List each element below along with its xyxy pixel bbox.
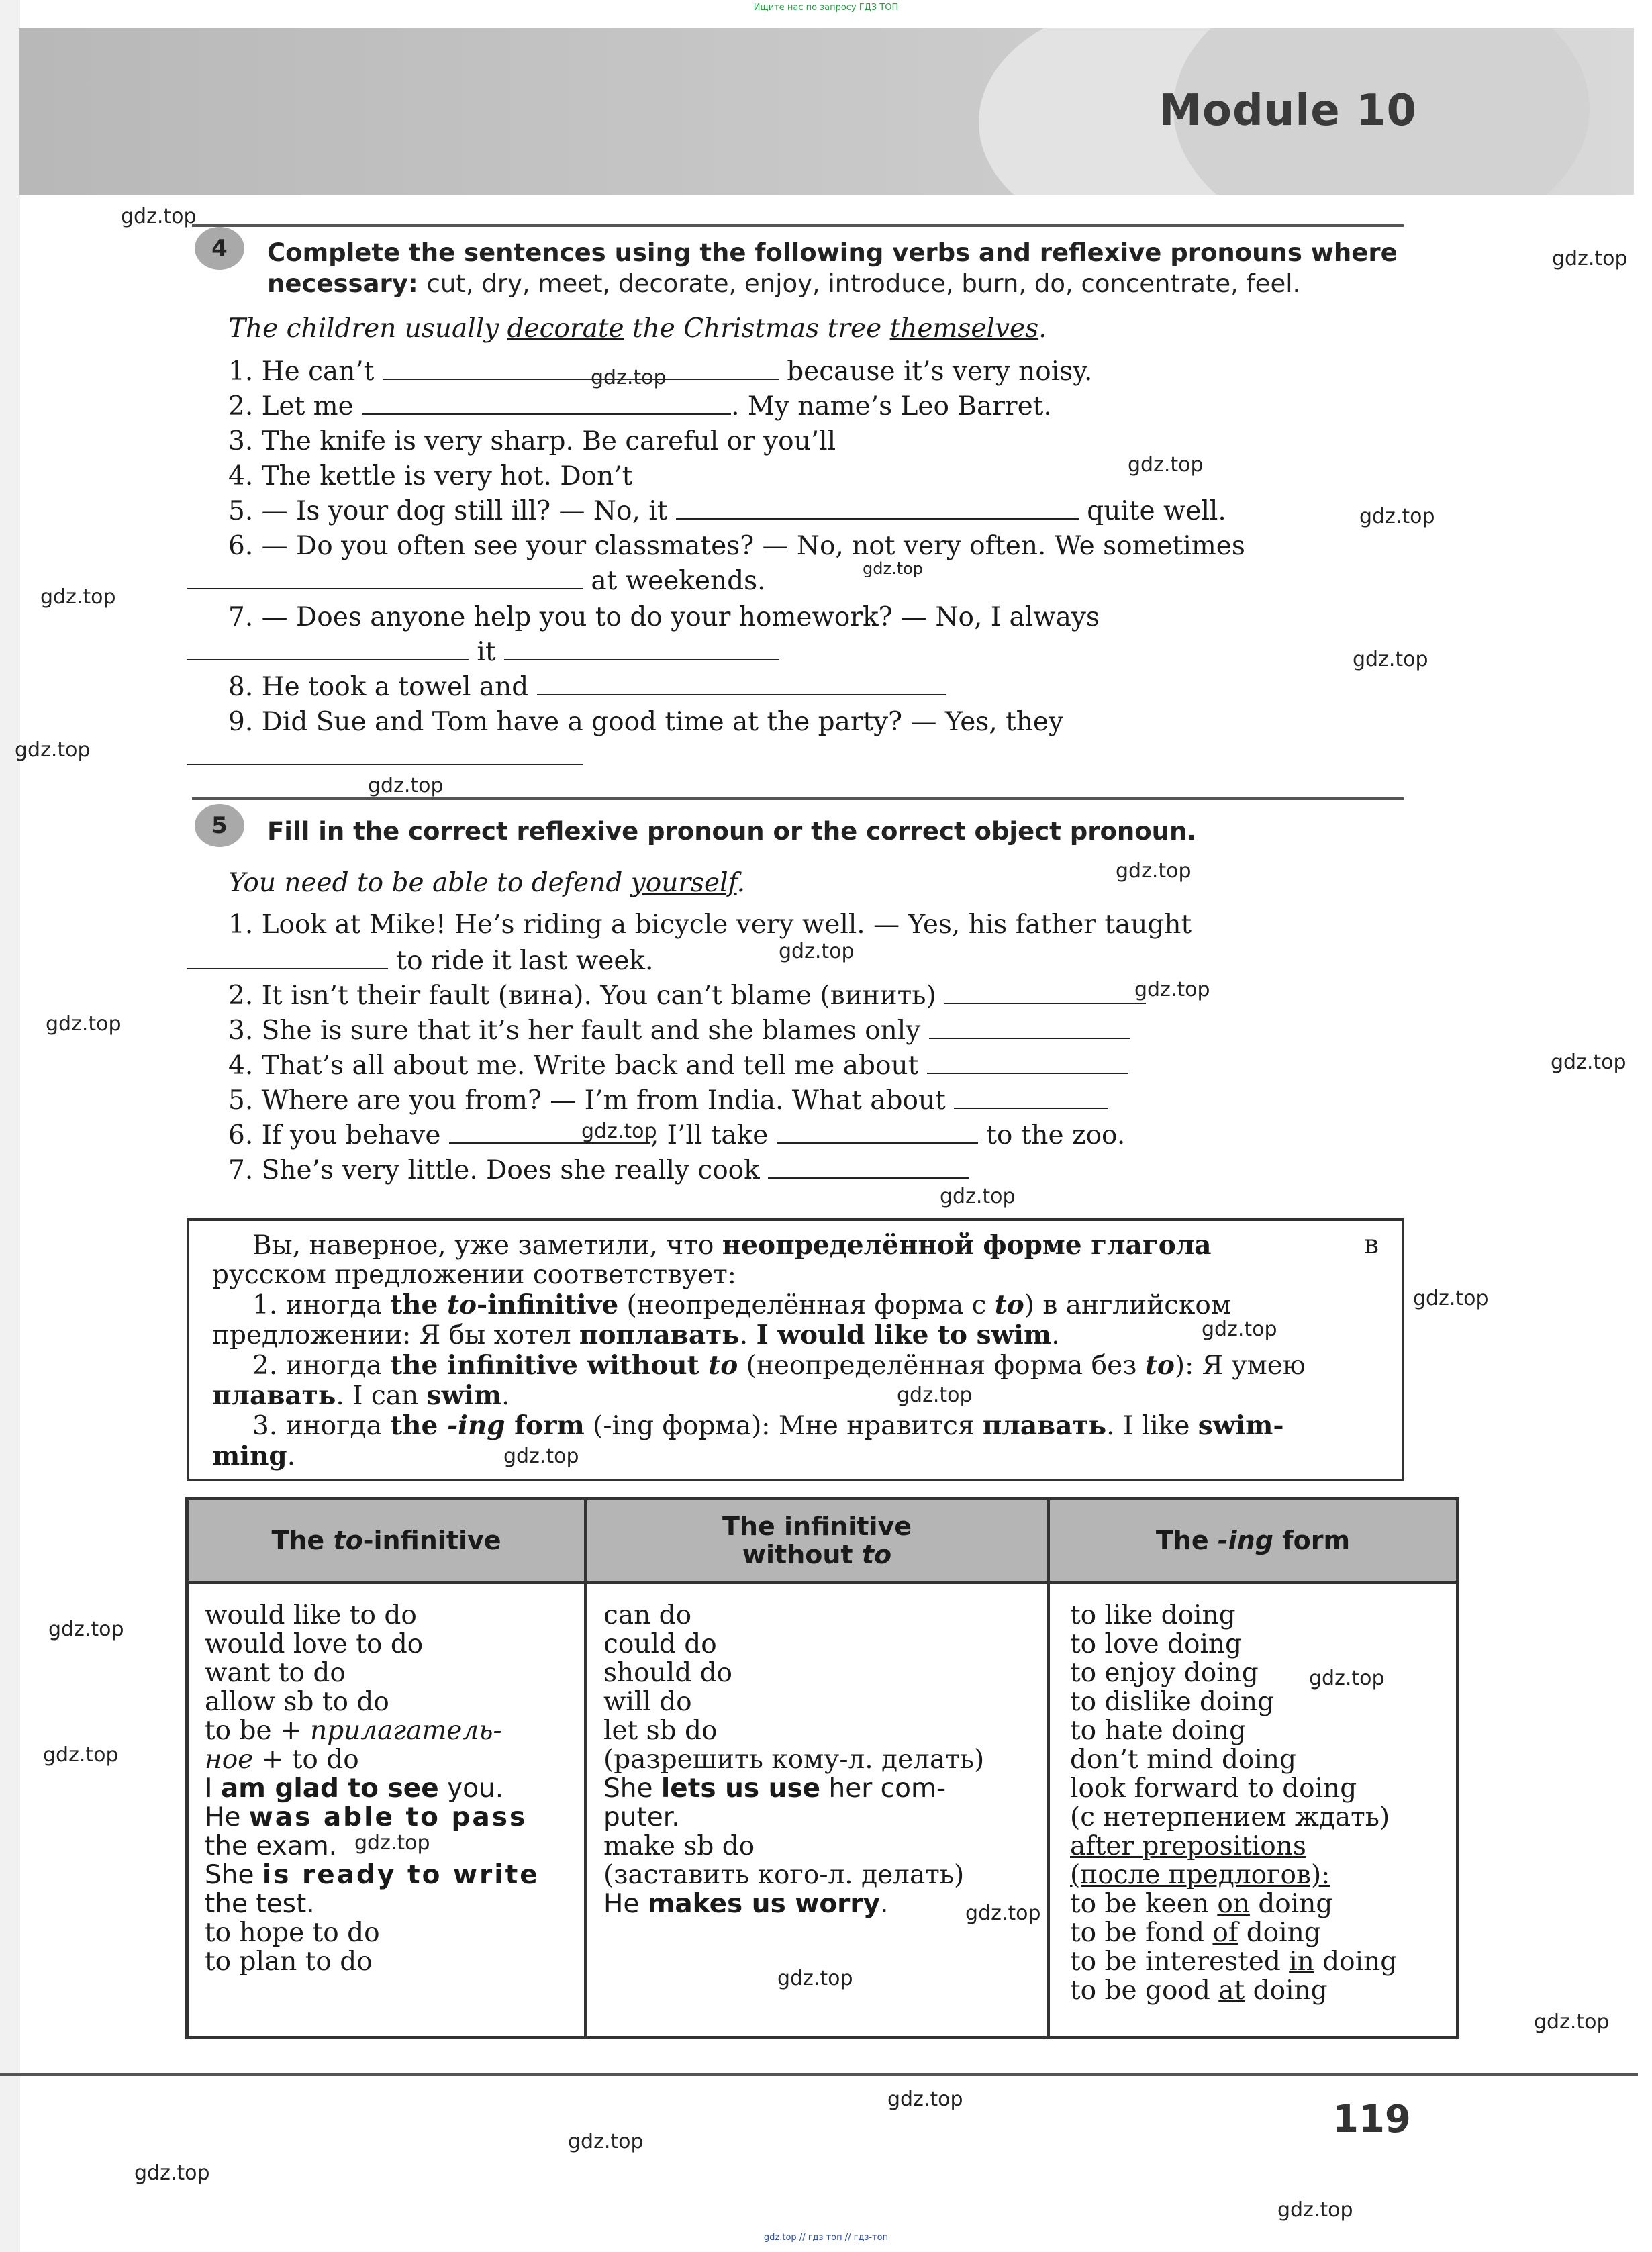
example-pronoun: themselves xyxy=(889,313,1039,344)
watermark: gdz.top xyxy=(121,205,197,228)
rule-text: 1. иногда xyxy=(252,1290,391,1320)
exercise-4-item-3 xyxy=(228,424,836,459)
example-text: You need to be able to defend xyxy=(228,868,631,898)
rule-text-bold: плавать xyxy=(982,1410,1107,1441)
rule-text: (-ing форма): Мне нравится xyxy=(584,1411,983,1441)
rule-text-bold: неопределённой форме глагола xyxy=(722,1230,1212,1261)
rule-text-bold: the xyxy=(390,1410,447,1441)
exercise-4-item-9-cont xyxy=(187,740,583,775)
entry-text: her com- xyxy=(820,1773,946,1804)
item-text: 3. She is sure that it’s her fault and she blames only xyxy=(228,1016,921,1046)
item-text: . My name’s Leo Barret. xyxy=(731,391,1052,422)
rule-text: ) в английском xyxy=(1024,1290,1232,1320)
table-example xyxy=(205,1774,584,1803)
table-entry: look forward to doing xyxy=(1070,1773,1357,1804)
exercise-5-item-4 xyxy=(228,1048,1128,1083)
item-text: 5. Where are you from? — I’m from India. What about xyxy=(228,1085,946,1116)
table-entry: to hate doing xyxy=(1070,1716,1247,1746)
table-entry: will do xyxy=(603,1687,692,1717)
answer-blank[interactable] xyxy=(944,980,1146,1004)
table-entry: (с нетерпением ждать) xyxy=(1070,1802,1390,1832)
watermark: gdz.top xyxy=(940,1185,1016,1208)
exercise-5-item-6 xyxy=(228,1118,1125,1153)
exercise-4-example xyxy=(228,311,1047,346)
watermark: gdz.top xyxy=(134,2161,210,2185)
entry-text: is ready to write xyxy=(262,1860,540,1890)
rule-text: . xyxy=(739,1320,757,1351)
rule-text: предложении: Я бы хотел xyxy=(212,1320,579,1351)
watermark: gdz.top xyxy=(1534,2010,1610,2034)
answer-blank[interactable] xyxy=(777,1120,978,1144)
rule-text-bold: to xyxy=(708,1350,738,1381)
rule-text: ): Я умею xyxy=(1174,1351,1306,1381)
rule-line xyxy=(212,1381,1379,1411)
entry-text: in xyxy=(1289,1947,1314,1977)
header-text: The xyxy=(271,1526,334,1555)
item-text: 6. — Do you often see your classmates? — No, not very often. We sometimes xyxy=(228,531,1245,561)
watermark: gdz.top xyxy=(581,1120,657,1143)
page-edge-shadow xyxy=(0,0,20,2252)
watermark: gdz.top xyxy=(15,738,91,762)
table-column-to-infinitive xyxy=(189,1500,587,2036)
answer-blank[interactable] xyxy=(954,1085,1108,1109)
watermark: gdz.top xyxy=(779,940,855,963)
exercise-4-item-6 xyxy=(228,529,1403,564)
table-cell xyxy=(189,1601,584,1976)
answer-blank[interactable] xyxy=(537,671,946,695)
entry-text: + to do xyxy=(253,1745,359,1775)
item-text: , I’ll take xyxy=(650,1120,769,1151)
entry-text: прилагатель- xyxy=(310,1716,502,1746)
table-entry xyxy=(1070,1976,1456,2005)
rule-text-bold: the infinitive without xyxy=(390,1350,709,1381)
exercise-4-item-7-cont xyxy=(187,635,779,670)
watermark: gdz.top xyxy=(1552,247,1628,271)
item-text: 7. — Does anyone help you to do your homework? — No, I always xyxy=(228,602,1100,632)
rule-text-bold: поплавать xyxy=(579,1320,740,1351)
watermark: gdz.top xyxy=(1134,978,1210,1001)
header-text: -ing xyxy=(1217,1526,1273,1555)
table-entry: would like to do xyxy=(205,1600,417,1630)
watermark: gdz.top xyxy=(897,1383,973,1407)
table-entry: after prepositions xyxy=(1070,1831,1306,1861)
table-example xyxy=(205,1803,584,1832)
rule-text: в xyxy=(1364,1230,1379,1260)
table-entry: let sb do xyxy=(603,1716,718,1746)
item-text: to ride it last week. xyxy=(396,946,654,976)
watermark: gdz.top xyxy=(1309,1667,1385,1690)
header-text: form xyxy=(1273,1526,1351,1555)
exercise-5-item-1-cont xyxy=(187,944,653,979)
item-text: 1. He can’t xyxy=(228,356,375,387)
watermark: gdz.top xyxy=(503,1445,579,1468)
table-entry xyxy=(1070,1947,1456,1976)
header-text: to xyxy=(861,1540,892,1569)
table-entry: want to do xyxy=(205,1658,346,1688)
exercise-4-item-7 xyxy=(228,600,1403,635)
table-entry: should do xyxy=(603,1658,733,1688)
watermark: gdz.top xyxy=(46,1012,122,1036)
watermark: gdz.top xyxy=(368,774,444,797)
entry-text: makes us worry xyxy=(647,1889,881,1919)
exercise-4-item-6-cont xyxy=(187,564,765,599)
table-entry: can do xyxy=(603,1600,692,1630)
entry-text: doing xyxy=(1314,1947,1398,1977)
answer-blank[interactable] xyxy=(929,1015,1130,1039)
answer-blank[interactable] xyxy=(768,1155,969,1179)
example-verb: decorate xyxy=(507,313,624,344)
table-column-ing-form xyxy=(1050,1500,1456,2036)
table-header xyxy=(189,1500,584,1584)
rule-text-bold: to xyxy=(1145,1350,1175,1381)
answer-blank[interactable] xyxy=(187,741,583,765)
entry-text: you. xyxy=(438,1773,504,1804)
exercise-4-item-8 xyxy=(228,670,946,705)
answer-blank[interactable] xyxy=(187,945,388,969)
entry-text: I xyxy=(205,1773,221,1804)
entry-text: to be fond xyxy=(1070,1918,1213,1948)
exercise-4-item-4 xyxy=(228,459,632,494)
answer-blank[interactable] xyxy=(187,565,583,589)
table-header xyxy=(587,1500,1047,1584)
watermark: gdz.top xyxy=(1128,453,1204,477)
watermark: gdz.top xyxy=(887,2088,963,2111)
table-example: puter. xyxy=(603,1802,680,1832)
table-entry: to love doing xyxy=(1070,1629,1243,1659)
rule-text: 3. иногда xyxy=(252,1411,391,1441)
watermark: gdz.top xyxy=(1551,1050,1626,1074)
answer-blank[interactable] xyxy=(187,636,469,660)
exercise-4-rule xyxy=(192,224,1404,227)
item-text: 3. The knife is very sharp. Be careful or you’ll xyxy=(228,426,836,456)
table-entry: (заставить кого-л. делать) xyxy=(603,1860,965,1890)
verb-forms-table xyxy=(185,1497,1459,2039)
watermark: gdz.top xyxy=(863,559,924,578)
rule-text-bold: to xyxy=(994,1289,1024,1320)
watermark: gdz.top xyxy=(40,585,116,609)
item-text: 6. If you behave xyxy=(228,1120,441,1151)
entry-text: on xyxy=(1217,1889,1250,1919)
answer-blank[interactable] xyxy=(676,495,1079,520)
item-text: 9. Did Sue and Tom have a good time at the party? — Yes, they xyxy=(228,707,1064,737)
example-text: The children usually xyxy=(228,313,507,344)
exercise-4-number: 4 xyxy=(195,227,244,270)
entry-text: to be good xyxy=(1070,1975,1219,2006)
exercise-5-rule xyxy=(192,797,1404,800)
exercise-5-item-5 xyxy=(228,1083,1108,1118)
exercise-4-instruction-text: Complete the sentences using the following verbs and reflexive pronouns where necessary: xyxy=(267,238,1398,298)
exercise-5-instruction: Fill in the correct reflexive pronoun or the correct object pronoun. xyxy=(267,817,1197,846)
rule-line xyxy=(212,1230,1379,1261)
rule-text-bold: -ing xyxy=(446,1410,505,1441)
table-entry: could do xyxy=(603,1629,717,1659)
watermark: gdz.top xyxy=(568,2130,644,2153)
example-text: . xyxy=(736,868,746,898)
exercise-5-example xyxy=(228,866,745,901)
answer-blank[interactable] xyxy=(504,636,779,660)
watermark: gdz.top xyxy=(965,1902,1041,1925)
table-entry: allow sb to do xyxy=(205,1687,389,1717)
item-text: 2. Let me xyxy=(228,391,354,422)
answer-blank[interactable] xyxy=(362,391,731,415)
rule-text-bold: I would like to swim xyxy=(756,1320,1052,1351)
answer-blank[interactable] xyxy=(927,1050,1128,1074)
exercise-4-item-5 xyxy=(228,494,1226,529)
rule-text: русском предложении соответствует: xyxy=(212,1260,736,1290)
rule-text-bold: to xyxy=(446,1289,477,1320)
rule-text: . xyxy=(1051,1320,1060,1351)
rule-text: Вы, наверное, уже заметили, что xyxy=(252,1230,722,1261)
exercise-4-instruction xyxy=(267,238,1408,299)
example-text: . xyxy=(1038,313,1047,344)
header-text: The xyxy=(1155,1526,1218,1555)
entry-text: to be interested xyxy=(1070,1947,1290,1977)
item-text: it xyxy=(477,637,496,667)
item-text: 5. — Is your dog still ill? — No, it xyxy=(228,496,668,526)
item-text: 1. Look at Mike! He’s riding a bicycle very well. — Yes, his father taught xyxy=(228,910,1192,940)
watermark: gdz.top xyxy=(777,1967,853,1990)
table-entry xyxy=(1070,1918,1456,1947)
item-text: quite well. xyxy=(1087,496,1226,526)
table-cell xyxy=(587,1601,1047,1918)
rule-text: . I can xyxy=(336,1381,427,1411)
rule-text: 2. иногда xyxy=(252,1351,391,1381)
watermark: gdz.top xyxy=(354,1831,430,1855)
table-header xyxy=(1050,1500,1456,1584)
table-example xyxy=(603,1774,1047,1803)
table-entry: make sb do xyxy=(603,1831,755,1861)
entry-text: to be + xyxy=(205,1716,311,1746)
entry-text: ное xyxy=(205,1745,254,1775)
top-note: Ищите нас по запросу ГДЗ ТОП xyxy=(753,3,899,13)
rule-line xyxy=(212,1261,1379,1290)
item-text: to the zoo. xyxy=(986,1120,1126,1151)
rule-text: (неопределённая форма без xyxy=(738,1351,1145,1381)
table-entry xyxy=(205,1716,584,1745)
rule-line xyxy=(212,1351,1379,1381)
entry-text: at xyxy=(1218,1975,1245,2006)
entry-text: She xyxy=(205,1860,262,1890)
table-entry: (разрешить кому-л. делать) xyxy=(603,1745,985,1775)
item-text: at weekends. xyxy=(591,566,766,596)
exercise-5-number: 5 xyxy=(195,804,244,847)
entry-text: of xyxy=(1212,1918,1238,1948)
entry-text: was able to pass xyxy=(248,1802,528,1832)
entry-text: doing xyxy=(1249,1889,1333,1919)
item-text: 4. That’s all about me. Write back and tell me about xyxy=(228,1050,919,1081)
item-text: 7. She’s very little. Does she really cook xyxy=(228,1155,760,1185)
entry-text: . xyxy=(880,1889,889,1919)
rule-text-bold: -infinitive xyxy=(476,1289,619,1320)
exercise-5-item-7 xyxy=(228,1153,969,1188)
watermark: gdz.top xyxy=(1413,1287,1489,1310)
entry-text: doing xyxy=(1245,1975,1328,2006)
watermark: gdz.top xyxy=(43,1743,119,1767)
watermark: gdz.top xyxy=(1359,505,1435,528)
table-entry: would love to do xyxy=(205,1629,424,1659)
rule-line xyxy=(212,1411,1379,1441)
table-example xyxy=(205,1861,584,1890)
table-column-bare-infinitive xyxy=(587,1500,1050,2036)
item-text: 4. The kettle is very hot. Don’t xyxy=(228,461,633,491)
table-entry: to enjoy doing xyxy=(1070,1658,1259,1688)
item-text: 2. It isn’t their fault (вина). You can’t blame (винить) xyxy=(228,981,936,1011)
table-example: the exam. xyxy=(205,1831,338,1861)
rule-text: (неопределённая форма с xyxy=(618,1290,995,1320)
header-text: without xyxy=(742,1540,862,1569)
watermark: gdz.top xyxy=(1202,1318,1277,1341)
watermark: gdz.top xyxy=(48,1618,124,1641)
rule-text-bold: form xyxy=(505,1410,585,1441)
exercise-4-item-2 xyxy=(228,389,1052,424)
rule-line xyxy=(212,1441,1379,1471)
entry-text: He xyxy=(205,1802,249,1832)
rule-text-bold: ming xyxy=(212,1440,287,1471)
footer-rule xyxy=(0,2073,1638,2076)
item-text: because it’s very noisy. xyxy=(787,356,1093,387)
rule-text-bold: the xyxy=(390,1289,447,1320)
entry-text: She xyxy=(603,1773,661,1804)
rule-text: . xyxy=(287,1441,296,1471)
table-entry: to hope to do xyxy=(205,1918,380,1948)
table-entry xyxy=(205,1745,584,1774)
rule-text: . xyxy=(501,1381,510,1411)
rule-line xyxy=(212,1290,1379,1320)
exercise-4-item-9 xyxy=(228,705,1403,740)
watermark: gdz.top xyxy=(1116,859,1192,883)
module-title: Module 10 xyxy=(1159,86,1417,136)
watermark: gdz.top xyxy=(1277,2198,1353,2222)
table-cell xyxy=(1050,1601,1456,2005)
watermark: gdz.top xyxy=(591,366,667,389)
entry-text: to be keen xyxy=(1070,1889,1218,1919)
item-text: 8. He took a towel and xyxy=(228,672,529,702)
table-entry: (после предлогов): xyxy=(1070,1860,1330,1890)
table-entry: to plan to do xyxy=(205,1947,373,1977)
header-text: to xyxy=(333,1526,363,1555)
table-entry: don’t mind doing xyxy=(1070,1745,1296,1775)
table-entry xyxy=(1070,1890,1456,1918)
entry-text: He xyxy=(603,1889,648,1919)
entry-text: lets us use xyxy=(661,1773,821,1804)
answer-blank[interactable] xyxy=(383,356,779,380)
exercise-5-item-3 xyxy=(228,1014,1130,1048)
table-entry: to dislike doing xyxy=(1070,1687,1275,1717)
rule-text-bold: swim- xyxy=(1198,1410,1284,1441)
table-entry: to like doing xyxy=(1070,1600,1236,1630)
grammar-rule-box xyxy=(187,1218,1404,1481)
entry-text: doing xyxy=(1238,1918,1321,1948)
table-example: the test. xyxy=(205,1889,315,1919)
example-text: the Christmas tree xyxy=(624,313,890,344)
header-text: -infinitive xyxy=(362,1526,501,1555)
watermark: gdz.top xyxy=(1353,648,1428,671)
header-text: The infinitive xyxy=(722,1512,912,1541)
exercise-4-verb-list: cut, dry, meet, decorate, enjoy, introduce, burn, do, concentrate, feel. xyxy=(426,269,1301,298)
rule-text-bold: плавать xyxy=(212,1380,336,1411)
exercise-5-item-1 xyxy=(228,908,1403,942)
bottom-note: gdz.top // гдз топ // гдз-топ xyxy=(763,2233,889,2243)
rule-text-bold: swim xyxy=(426,1380,502,1411)
rule-text: . I like xyxy=(1106,1411,1198,1441)
entry-text: am glad to see xyxy=(220,1773,439,1804)
page-number: 119 xyxy=(1332,2098,1411,2141)
example-pronoun: yourself xyxy=(630,868,737,898)
exercise-5-item-2 xyxy=(228,979,1146,1014)
